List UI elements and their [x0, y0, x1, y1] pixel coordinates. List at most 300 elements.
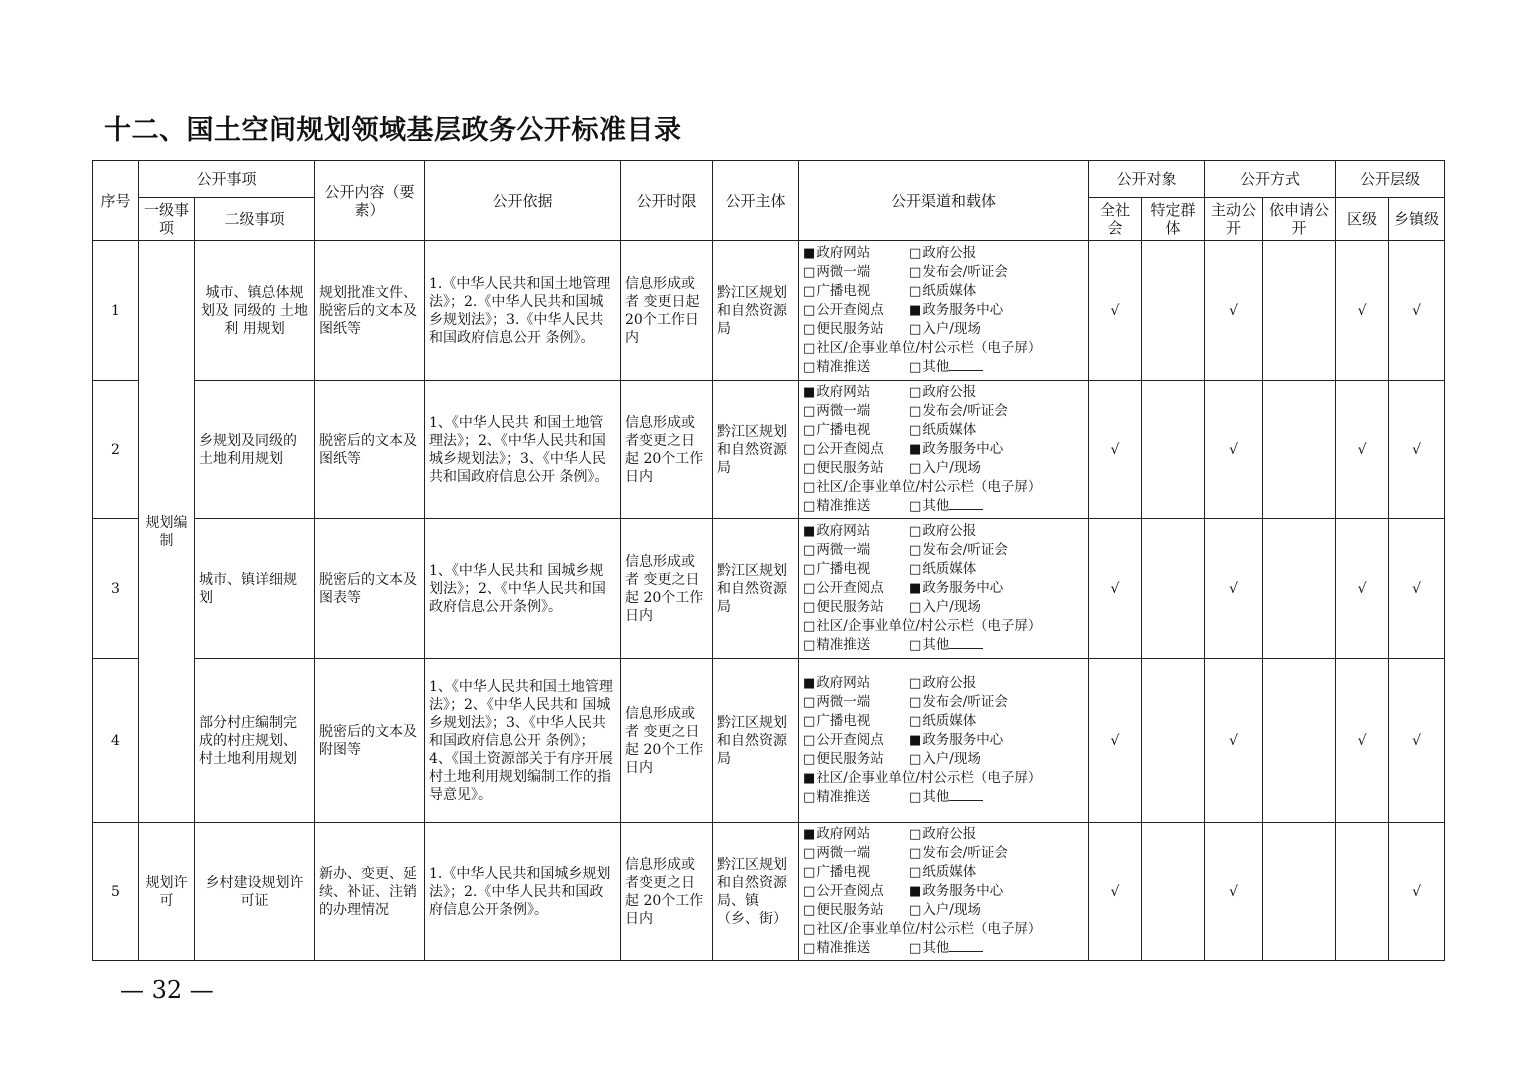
channel-checkbox-icon: □: [803, 442, 816, 457]
row-level-district: [1336, 381, 1389, 519]
channel-checkbox-icon: □: [909, 695, 922, 710]
header-audience-specific: 特定群体: [1142, 198, 1205, 241]
row-seq: 2: [93, 381, 139, 519]
channel-line: [803, 788, 1084, 807]
channel-checkbox-icon: □: [909, 638, 922, 653]
check-mark: √: [1412, 302, 1422, 319]
header-items: 公开事项: [139, 161, 315, 198]
channel-checkbox-icon: □: [803, 480, 816, 495]
check-mark: √: [1412, 732, 1422, 749]
check-mark: √: [1357, 732, 1367, 749]
channel-line: [803, 825, 1084, 844]
channel-option-label: 社区/企事业单位/村公示栏（电子屏）: [816, 340, 1042, 356]
channel-option: [803, 301, 909, 320]
channel-checkbox-icon: ■: [909, 581, 922, 596]
channel-checkbox-icon: □: [803, 884, 816, 899]
channel-option-label: 政府网站: [816, 384, 871, 400]
channel-line: [803, 541, 1084, 560]
row-audience-specific: [1142, 381, 1205, 519]
channel-option: [803, 863, 909, 882]
channel-option-label: 入户/现场: [922, 599, 981, 615]
channel-option-label: 入户/现场: [922, 902, 981, 918]
channel-option: [803, 402, 909, 421]
channel-checkbox-icon: □: [909, 846, 922, 861]
channel-option: [803, 844, 909, 863]
channel-option-label: 政府网站: [816, 675, 871, 691]
channel-checkbox-icon: ■: [803, 385, 816, 400]
channel-option: [909, 826, 976, 842]
channel-line: [803, 693, 1084, 712]
channel-line: [803, 560, 1084, 579]
channel-option-label: 纸质媒体: [922, 864, 977, 880]
row-seq: 5: [93, 823, 139, 961]
channel-option-label: 政府公报: [922, 826, 977, 842]
header-seq: 序号: [93, 161, 139, 241]
channel-option: [909, 498, 983, 514]
row-time-limit: 信息形成或者 变更之日起 20个工作日内: [621, 519, 713, 659]
channel-option: [909, 694, 1008, 710]
row-time-limit: 信息形成或者变更之日起 20个工作日内: [621, 823, 713, 961]
row-level-district: [1336, 519, 1389, 659]
row-method-request: [1263, 823, 1336, 961]
check-mark: √: [1110, 580, 1120, 597]
channel-checkbox-icon: □: [909, 524, 922, 539]
channel-line: [803, 901, 1084, 920]
channel-line: [803, 478, 1084, 497]
row-seq: 1: [93, 241, 139, 381]
channel-checkbox-icon: □: [803, 303, 816, 318]
channel-checkbox-icon: □: [803, 695, 816, 710]
channel-checkbox-icon: □: [803, 404, 816, 419]
page-title: 十二、国土空间规划领域基层政务公开标准目录: [104, 115, 682, 146]
row-subject: 黔江区规划和自然资源局: [713, 659, 799, 823]
blank-line: [949, 358, 983, 371]
channel-checkbox-icon: □: [909, 461, 922, 476]
check-mark: √: [1412, 441, 1422, 458]
row-content: 规划批准文件、脱密后的文本及图纸等: [315, 241, 425, 381]
row-subject: 黔江区规划和自然资源局: [713, 519, 799, 659]
channel-option-label: 政府公报: [922, 245, 977, 261]
channel-checkbox-icon: ■: [909, 884, 922, 899]
channel-checkbox-icon: □: [803, 638, 816, 653]
channel-checkbox-icon: □: [909, 903, 922, 918]
channel-option-label: 广播电视: [816, 283, 871, 299]
channel-option: [803, 560, 909, 579]
channel-option-label: 便民服务站: [816, 751, 884, 767]
channel-line: [803, 383, 1084, 402]
channel-option: [909, 902, 981, 918]
row-basis: 1、《中华人民共和 国城乡规划法》；2、《中华人民共和国政府信息公开条例》。: [425, 519, 621, 659]
channel-line: [803, 339, 1084, 358]
channel-option-label: 便民服务站: [816, 460, 884, 476]
channel-option: [909, 264, 1008, 280]
channel-option-label: 政务服务中心: [922, 883, 1004, 899]
channel-option-label: 纸质媒体: [922, 713, 977, 729]
channel-option-label: 政府公报: [922, 523, 977, 539]
channel-checkbox-icon: ■: [909, 442, 922, 457]
check-mark: √: [1110, 302, 1120, 319]
channel-option-label: 公开查阅点: [816, 732, 884, 748]
channel-option-label: 发布会/听证会: [922, 264, 1008, 280]
table-row: [93, 519, 1445, 659]
row-channel: [799, 823, 1089, 961]
row-level-town: [1389, 519, 1445, 659]
channel-option: [803, 497, 909, 516]
channel-checkbox-icon: □: [803, 714, 816, 729]
row-audience-all: [1089, 381, 1142, 519]
channel-option: [909, 940, 983, 956]
channel-checkbox-icon: □: [803, 461, 816, 476]
channel-option-label: 公开查阅点: [816, 580, 884, 596]
channel-option-label: 发布会/听证会: [922, 694, 1008, 710]
channel-option-label: 社区/企事业单位/村公示栏（电子屏）: [816, 618, 1042, 634]
channel-option: [909, 403, 1008, 419]
channel-option-label: 公开查阅点: [816, 441, 884, 457]
channel-option: [909, 561, 976, 577]
channel-option-label: 发布会/听证会: [922, 403, 1008, 419]
channel-checkbox-icon: □: [803, 941, 816, 956]
row-level-district: [1336, 241, 1389, 381]
catalog-body: [93, 241, 1445, 961]
row-content: 脱密后的文本及附图等: [315, 659, 425, 823]
row-audience-specific: [1142, 823, 1205, 961]
row-basis: 1.《中华人民共和国城乡规划法》；2.《中华人民共和国政府信息公开条例》。: [425, 823, 621, 961]
channel-option-label: 政府网站: [816, 826, 871, 842]
channel-checkbox-icon: □: [803, 423, 816, 438]
channel-checkbox-icon: □: [803, 284, 816, 299]
channel-option: [803, 636, 909, 655]
channel-checkbox-icon: □: [803, 600, 816, 615]
channel-checkbox-icon: □: [803, 543, 816, 558]
channel-option-label: 精准推送: [816, 789, 871, 805]
channel-option: [909, 542, 1008, 558]
channel-checkbox-icon: □: [803, 846, 816, 861]
channel-option: [909, 732, 1003, 748]
channel-option-label: 两微一端: [816, 694, 871, 710]
channel-line: [803, 402, 1084, 421]
row-level2: 城市、镇总体规划及 同级的 土地利 用规划: [195, 241, 315, 381]
check-mark: √: [1357, 302, 1367, 319]
channel-option-label: 两微一端: [816, 845, 871, 861]
check-mark: √: [1229, 441, 1238, 458]
channel-option-label: 政府网站: [816, 523, 871, 539]
table-row: [93, 241, 1445, 381]
row-basis: 1、《中华人民共和国土地管理法》；2、《中华人民共和 国城乡规划法》；3、《中华人民共和国政府信息公开 条例》；4、《国土资源部关于有序开展村土地利用规划编制工作的指导意见》。: [425, 659, 621, 823]
channel-option-label: 精准推送: [816, 940, 871, 956]
channel-option-label: 社区/企事业单位/村公示栏（电子屏）: [816, 921, 1042, 937]
row-audience-all: [1089, 659, 1142, 823]
row-basis: 1.《中华人民共和国土地管理 法》；2.《中华人民共和国城乡规划法》；3.《中华人民共和国政府信息公开 条例》。: [425, 241, 621, 381]
channel-option: [909, 384, 976, 400]
channel-checkbox-icon: □: [803, 499, 816, 514]
channel-option-label: 社区/企事业单位/村公示栏（电子屏）: [816, 479, 1042, 495]
channel-line: [803, 617, 1084, 636]
channel-checkbox-icon: □: [909, 543, 922, 558]
row-subject: 黔江区规划和自然资源局: [713, 241, 799, 381]
group-permit: 规划许可: [139, 823, 195, 961]
channel-option-label: 两微一端: [816, 264, 871, 280]
check-mark: √: [1229, 580, 1238, 597]
channel-checkbox-icon: □: [803, 903, 816, 918]
channel-checkbox-icon: □: [803, 562, 816, 577]
check-mark: √: [1110, 441, 1120, 458]
row-level-district: [1336, 659, 1389, 823]
channel-option-label: 入户/现场: [922, 460, 981, 476]
check-mark: √: [1110, 883, 1120, 900]
channel-option-label: 精准推送: [816, 637, 871, 653]
header-level-district: 区级: [1336, 198, 1389, 241]
blank-line: [949, 636, 983, 649]
channel-checkbox-icon: □: [909, 284, 922, 299]
channel-option-label: 政务服务中心: [922, 302, 1004, 318]
channel-option: [803, 358, 909, 377]
table-row: [93, 381, 1445, 519]
blank-line: [949, 788, 983, 801]
channel-option-label: 其他: [922, 940, 950, 956]
channel-option-label: 纸质媒体: [922, 561, 977, 577]
row-method-request: [1263, 241, 1336, 381]
row-basis: 1、《中华人民共 和国土地管理法》；2、《中华人民共和国城乡规划法》；3、《中华人民共和国政府信息公开 条例》。: [425, 381, 621, 519]
channel-checkbox-icon: □: [909, 865, 922, 880]
header-level2: 二级事项: [195, 198, 315, 241]
channel-option-label: 纸质媒体: [922, 283, 977, 299]
channel-option: [803, 693, 909, 712]
header-subject: 公开主体: [713, 161, 799, 241]
channel-option: [909, 359, 983, 375]
channel-option: [803, 522, 909, 541]
channel-option: [909, 245, 976, 261]
check-mark: √: [1357, 441, 1367, 458]
channel-checkbox-icon: ■: [803, 524, 816, 539]
row-method-request: [1263, 519, 1336, 659]
header-channel: 公开渠道和载体: [799, 161, 1089, 241]
channel-line: [803, 320, 1084, 339]
row-channel: [799, 241, 1089, 381]
channel-option: [909, 422, 976, 438]
channel-option-label: 政府网站: [816, 245, 871, 261]
channel-checkbox-icon: □: [803, 619, 816, 634]
header-basis: 公开依据: [425, 161, 621, 241]
channel-option: [909, 321, 981, 337]
channel-checkbox-icon: □: [909, 752, 922, 767]
row-audience-specific: [1142, 519, 1205, 659]
catalog-table: [92, 160, 1445, 961]
row-content: 新办、变更、延 续、补证、注销的办理情况: [315, 823, 425, 961]
channel-option-label: 纸质媒体: [922, 422, 977, 438]
header-audience: 公开对象: [1089, 161, 1205, 198]
channel-option-label: 发布会/听证会: [922, 845, 1008, 861]
row-content: 脱密后的文本及图纸等: [315, 381, 425, 519]
row-channel: [799, 381, 1089, 519]
header-level: 公开层级: [1336, 161, 1445, 198]
channel-checkbox-icon: □: [909, 562, 922, 577]
channel-line: [803, 598, 1084, 617]
channel-option-label: 政务服务中心: [922, 441, 1004, 457]
channel-checkbox-icon: □: [909, 827, 922, 842]
row-level2: 部分村庄编制完成的村庄规划、村土地利用规划: [195, 659, 315, 823]
channel-option: [803, 712, 909, 731]
channel-checkbox-icon: ■: [909, 303, 922, 318]
row-audience-all: [1089, 519, 1142, 659]
channel-checkbox-icon: □: [803, 865, 816, 880]
channel-option: [803, 598, 909, 617]
check-mark: √: [1412, 580, 1422, 597]
channel-checkbox-icon: □: [909, 499, 922, 514]
header-method-active: 主动公开: [1205, 198, 1263, 241]
channel-option: [909, 789, 983, 805]
channel-option: [909, 283, 976, 299]
row-method-active: [1205, 241, 1263, 381]
channel-line: [803, 920, 1084, 939]
channel-checkbox-icon: □: [803, 581, 816, 596]
channel-option-label: 便民服务站: [816, 902, 884, 918]
channel-checkbox-icon: ■: [803, 676, 816, 691]
table-row: [93, 823, 1445, 961]
channel-line: [803, 750, 1084, 769]
channel-checkbox-icon: □: [803, 922, 816, 937]
channel-option: [803, 825, 909, 844]
channel-line: [803, 712, 1084, 731]
channel-checkbox-icon: □: [803, 341, 816, 356]
channel-checkbox-icon: ■: [803, 246, 816, 261]
channel-option-label: 其他: [922, 637, 950, 653]
row-time-limit: 信息形成或者 变更之日起 20个工作日内: [621, 659, 713, 823]
channel-option: [803, 541, 909, 560]
header-audience-all: 全社会: [1089, 198, 1142, 241]
channel-option-label: 入户/现场: [922, 751, 981, 767]
row-level-town: [1389, 823, 1445, 961]
channel-option-label: 广播电视: [816, 713, 871, 729]
row-method-active: [1205, 519, 1263, 659]
channel-line: [803, 440, 1084, 459]
row-audience-specific: [1142, 659, 1205, 823]
channel-option-label: 政务服务中心: [922, 732, 1004, 748]
channel-checkbox-icon: □: [909, 404, 922, 419]
row-level2: 乡村建设规划许可证: [195, 823, 315, 961]
channel-option-label: 其他: [922, 789, 950, 805]
channel-option-label: 政府公报: [922, 675, 977, 691]
channel-checkbox-icon: □: [909, 676, 922, 691]
row-subject: 黔江区规划和自然资源局、镇（乡、街）: [713, 823, 799, 961]
row-channel: [799, 659, 1089, 823]
channel-option-label: 社区/企事业单位/村公示栏（电子屏）: [816, 770, 1042, 786]
channel-option: [803, 882, 909, 901]
channel-line: [803, 301, 1084, 320]
row-channel: [799, 519, 1089, 659]
channel-option-label: 公开查阅点: [816, 302, 884, 318]
channel-option: [803, 750, 909, 769]
row-method-active: [1205, 381, 1263, 519]
channel-checkbox-icon: □: [803, 790, 816, 805]
row-method-request: [1263, 381, 1336, 519]
channel-checkbox-icon: □: [909, 246, 922, 261]
row-time-limit: 信息形成或者 变更日起 20个工作日内: [621, 241, 713, 381]
channel-checkbox-icon: □: [909, 423, 922, 438]
row-seq: 4: [93, 659, 139, 823]
channel-option: [909, 302, 1003, 318]
channel-option: [909, 845, 1008, 861]
group-planning: 规划编制: [139, 241, 195, 823]
channel-option: [909, 713, 976, 729]
channel-checkbox-icon: □: [803, 752, 816, 767]
channel-option-label: 公开查阅点: [816, 883, 884, 899]
channel-option: [803, 579, 909, 598]
blank-line: [949, 497, 983, 510]
channel-option: [909, 637, 983, 653]
channel-line: [803, 263, 1084, 282]
channel-option: [909, 883, 1003, 899]
channel-line: [803, 939, 1084, 958]
channel-option: [803, 459, 909, 478]
check-mark: √: [1357, 580, 1367, 597]
row-level-town: [1389, 381, 1445, 519]
row-audience-specific: [1142, 241, 1205, 381]
header-method-request: 依申请公开: [1263, 198, 1336, 241]
channel-option: [803, 731, 909, 750]
channel-checkbox-icon: □: [909, 360, 922, 375]
row-level-town: [1389, 659, 1445, 823]
header-level1: 一级事项: [139, 198, 195, 241]
header-method: 公开方式: [1205, 161, 1336, 198]
channel-checkbox-icon: □: [909, 790, 922, 805]
channel-option-label: 广播电视: [816, 864, 871, 880]
channel-line: [803, 522, 1084, 541]
check-mark: √: [1229, 732, 1238, 749]
channel-line: [803, 731, 1084, 750]
channel-checkbox-icon: ■: [803, 827, 816, 842]
channel-line: [803, 863, 1084, 882]
header-time-limit: 公开时限: [621, 161, 713, 241]
channel-line: [803, 459, 1084, 478]
channel-option-label: 政府公报: [922, 384, 977, 400]
channel-option: [909, 675, 976, 691]
check-mark: √: [1110, 732, 1120, 749]
check-mark: √: [1229, 883, 1238, 900]
channel-option: [909, 460, 981, 476]
row-method-active: [1205, 659, 1263, 823]
row-level-district: [1336, 823, 1389, 961]
channel-option: [909, 580, 1003, 596]
channel-checkbox-icon: □: [909, 385, 922, 400]
channel-line: [803, 844, 1084, 863]
channel-line: [803, 244, 1084, 263]
channel-option: [803, 383, 909, 402]
channel-checkbox-icon: □: [803, 733, 816, 748]
channel-checkbox-icon: □: [803, 322, 816, 337]
channel-option: [803, 788, 909, 807]
channel-line: [803, 421, 1084, 440]
row-level-town: [1389, 241, 1445, 381]
check-mark: √: [1412, 883, 1422, 900]
channel-line: [803, 497, 1084, 516]
channel-option: [803, 901, 909, 920]
channel-option: [803, 282, 909, 301]
header-content: 公开内容（要素）: [315, 161, 425, 241]
channel-checkbox-icon: □: [909, 714, 922, 729]
channel-line: [803, 769, 1084, 788]
channel-checkbox-icon: □: [803, 265, 816, 280]
row-level2: 城市、镇详细规划: [195, 519, 315, 659]
channel-checkbox-icon: □: [909, 322, 922, 337]
channel-option: [803, 939, 909, 958]
channel-option: [909, 441, 1003, 457]
channel-line: [803, 674, 1084, 693]
channel-option: [803, 244, 909, 263]
channel-option-label: 其他: [922, 498, 950, 514]
channel-line: [803, 882, 1084, 901]
channel-option-label: 精准推送: [816, 359, 871, 375]
blank-line: [949, 939, 983, 952]
